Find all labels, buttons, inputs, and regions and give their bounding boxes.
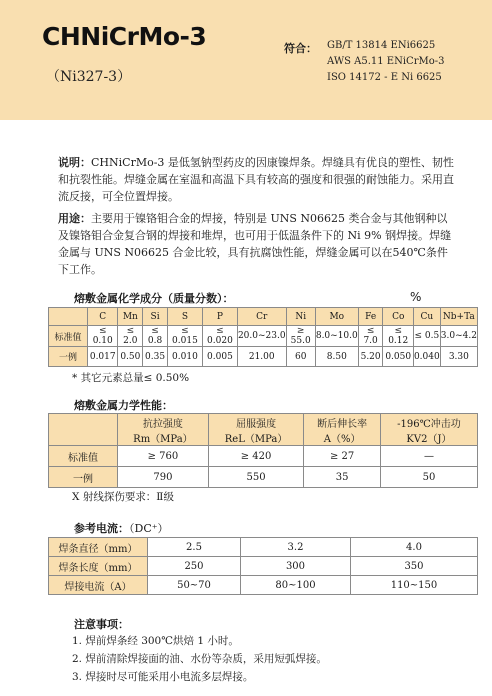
current-table: [48, 537, 478, 595]
description-paragraph: [58, 154, 456, 205]
table-cell: [304, 414, 381, 446]
note-item: 2. 焊前清除焊接面的油、水份等杂质，采用短弧焊接。: [72, 653, 327, 665]
header-line: 断后伸长率: [317, 418, 368, 430]
table-cell: Cr: [237, 308, 286, 326]
table-cell: Fe: [358, 308, 383, 326]
table-cell: 0.35: [143, 347, 168, 367]
table-cell: 标准值: [49, 326, 88, 347]
table-cell: 80~100: [240, 576, 350, 595]
current-row-length: [49, 557, 478, 576]
table-cell: ≥ 27: [304, 446, 381, 467]
header-band: [0, 0, 492, 120]
standard-iso: ISO 14172 - E Ni 6625: [327, 72, 442, 83]
note-item: 1. 焊前焊条经 300℃烘焙 1 小时。: [72, 635, 239, 647]
current-title-text: 参考电流：: [74, 522, 129, 535]
table-cell: ≤ 7.0: [358, 326, 383, 347]
header-line: A（%）: [323, 433, 361, 445]
table-cell: 250: [148, 557, 241, 576]
table-cell: 0.005: [202, 347, 237, 367]
table-cell: 0.50: [118, 347, 143, 367]
table-cell: 20.0~23.0: [237, 326, 286, 347]
table-cell: ≥ 760: [118, 446, 209, 467]
table-cell: 8.0~10.0: [315, 326, 358, 347]
mechanical-header-row: [49, 414, 478, 446]
table-cell: Mn: [118, 308, 143, 326]
table-cell: Si: [143, 308, 168, 326]
current-title: [74, 520, 169, 536]
table-cell: 焊接电流（A）: [49, 576, 148, 595]
table-cell: ≤ 0.5: [413, 326, 440, 347]
table-cell: 8.50: [315, 347, 358, 367]
current-polarity: （DC⁺）: [129, 522, 169, 535]
table-cell: P: [202, 308, 237, 326]
table-cell: ≤ 0.10: [88, 326, 118, 347]
header-line: 屈服强度: [236, 418, 277, 430]
table-cell: 790: [118, 467, 209, 488]
table-cell: [208, 414, 303, 446]
usage-label: 用途：: [58, 212, 91, 225]
table-cell: ≤ 0.8: [143, 326, 168, 347]
table-cell: 3.2: [240, 538, 350, 557]
table-cell: ≤ 0.015: [167, 326, 202, 347]
table-cell: 350: [350, 557, 477, 576]
composition-unit: %: [410, 290, 422, 304]
table-cell: 一例: [49, 347, 88, 367]
composition-footnote: * 其它元素总量≤ 0.50%: [72, 372, 190, 384]
table-cell: 0.010: [167, 347, 202, 367]
header-line: 抗拉强度: [142, 418, 183, 430]
table-cell: Cu: [413, 308, 440, 326]
table-cell: Co: [383, 308, 413, 326]
table-cell: 50: [380, 467, 477, 488]
table-cell: ≤ 2.0: [118, 326, 143, 347]
page-title: CHNiCrMo-3: [42, 22, 207, 51]
composition-header-row: [49, 308, 478, 326]
table-cell: 3.0~4.2: [440, 326, 477, 347]
table-cell: 3.30: [440, 347, 477, 367]
mechanical-table: [48, 413, 478, 488]
xray-requirement: X 射线探伤要求：Ⅱ级: [72, 491, 174, 503]
table-cell: 5.20: [358, 347, 383, 367]
table-cell: 4.0: [350, 538, 477, 557]
table-cell: 50~70: [148, 576, 241, 595]
description-label: 说明：: [58, 156, 91, 169]
table-cell: Nb+Ta: [440, 308, 477, 326]
header-line: KV2（J）: [406, 433, 452, 445]
table-cell: ≤ 0.12: [383, 326, 413, 347]
table-cell: 焊条长度（mm）: [49, 557, 148, 576]
table-cell: —: [380, 446, 477, 467]
table-cell: 0.050: [383, 347, 413, 367]
header-line: -196℃冲击功: [397, 418, 461, 430]
table-cell: [118, 414, 209, 446]
table-cell: C: [88, 308, 118, 326]
table-cell: 0.040: [413, 347, 440, 367]
table-cell: ≥ 55.0: [286, 326, 315, 347]
table-cell: 300: [240, 557, 350, 576]
composition-example-row: [49, 347, 478, 367]
table-cell: 2.5: [148, 538, 241, 557]
table-cell: 一例: [49, 467, 118, 488]
composition-title: 熔敷金属化学成分（质量分数）：: [74, 292, 234, 305]
standards-label: 符合：: [284, 42, 317, 55]
table-cell: 标准值: [49, 446, 118, 467]
usage-text: 主要用于镍铬钼合金的焊接，特别是 UNS N06625 类合金与其他钢种以及镍铬钼合金复合钢的焊接和堆焊，也可用于低温条件下的 Ni 9% 钢焊接。焊缝金属与 UNS N06625 合金比较，具有抗腐蚀性能，焊缝金属可以在540℃条件下工作。: [58, 212, 452, 276]
table-cell: [49, 414, 118, 446]
table-cell: S: [167, 308, 202, 326]
notes-title: 注意事项：: [74, 618, 129, 631]
description-text: CHNiCrMo-3 是低氢钠型药皮的因康镍焊条。焊缝具有优良的塑性、韧性和抗裂性能。焊缝金属在室温和高温下具有较高的强度和很强的耐蚀能力。采用直流反接，可全位置焊接。: [58, 156, 454, 203]
table-cell: [380, 414, 477, 446]
header-line: Rm（MPa）: [133, 433, 193, 445]
table-cell: 21.00: [237, 347, 286, 367]
table-cell: 0.017: [88, 347, 118, 367]
standard-gb: GB/T 13814 ENi6625: [327, 40, 436, 51]
header-line: ReL（MPa）: [224, 433, 288, 445]
table-cell: ≥ 420: [208, 446, 303, 467]
table-cell: 焊条直径（mm）: [49, 538, 148, 557]
mechanical-title: 熔敷金属力学性能：: [74, 399, 173, 412]
table-cell: [49, 308, 88, 326]
table-cell: 110~150: [350, 576, 477, 595]
standard-aws: AWS A5.11 ENiCrMo-3: [327, 56, 445, 67]
table-cell: Ni: [286, 308, 315, 326]
table-cell: ≤ 0.020: [202, 326, 237, 347]
table-cell: 550: [208, 467, 303, 488]
current-row-amperage: [49, 576, 478, 595]
table-cell: 60: [286, 347, 315, 367]
composition-standard-row: [49, 326, 478, 347]
mechanical-standard-row: [49, 446, 478, 467]
note-item: 3. 焊接时尽可能采用小电流多层焊接。: [72, 671, 254, 683]
usage-paragraph: [58, 210, 456, 278]
table-cell: Mo: [315, 308, 358, 326]
table-cell: 35: [304, 467, 381, 488]
model-subtitle: （Ni327-3）: [46, 69, 132, 85]
current-row-diameter: [49, 538, 478, 557]
mechanical-example-row: [49, 467, 478, 488]
composition-table: [48, 307, 478, 367]
